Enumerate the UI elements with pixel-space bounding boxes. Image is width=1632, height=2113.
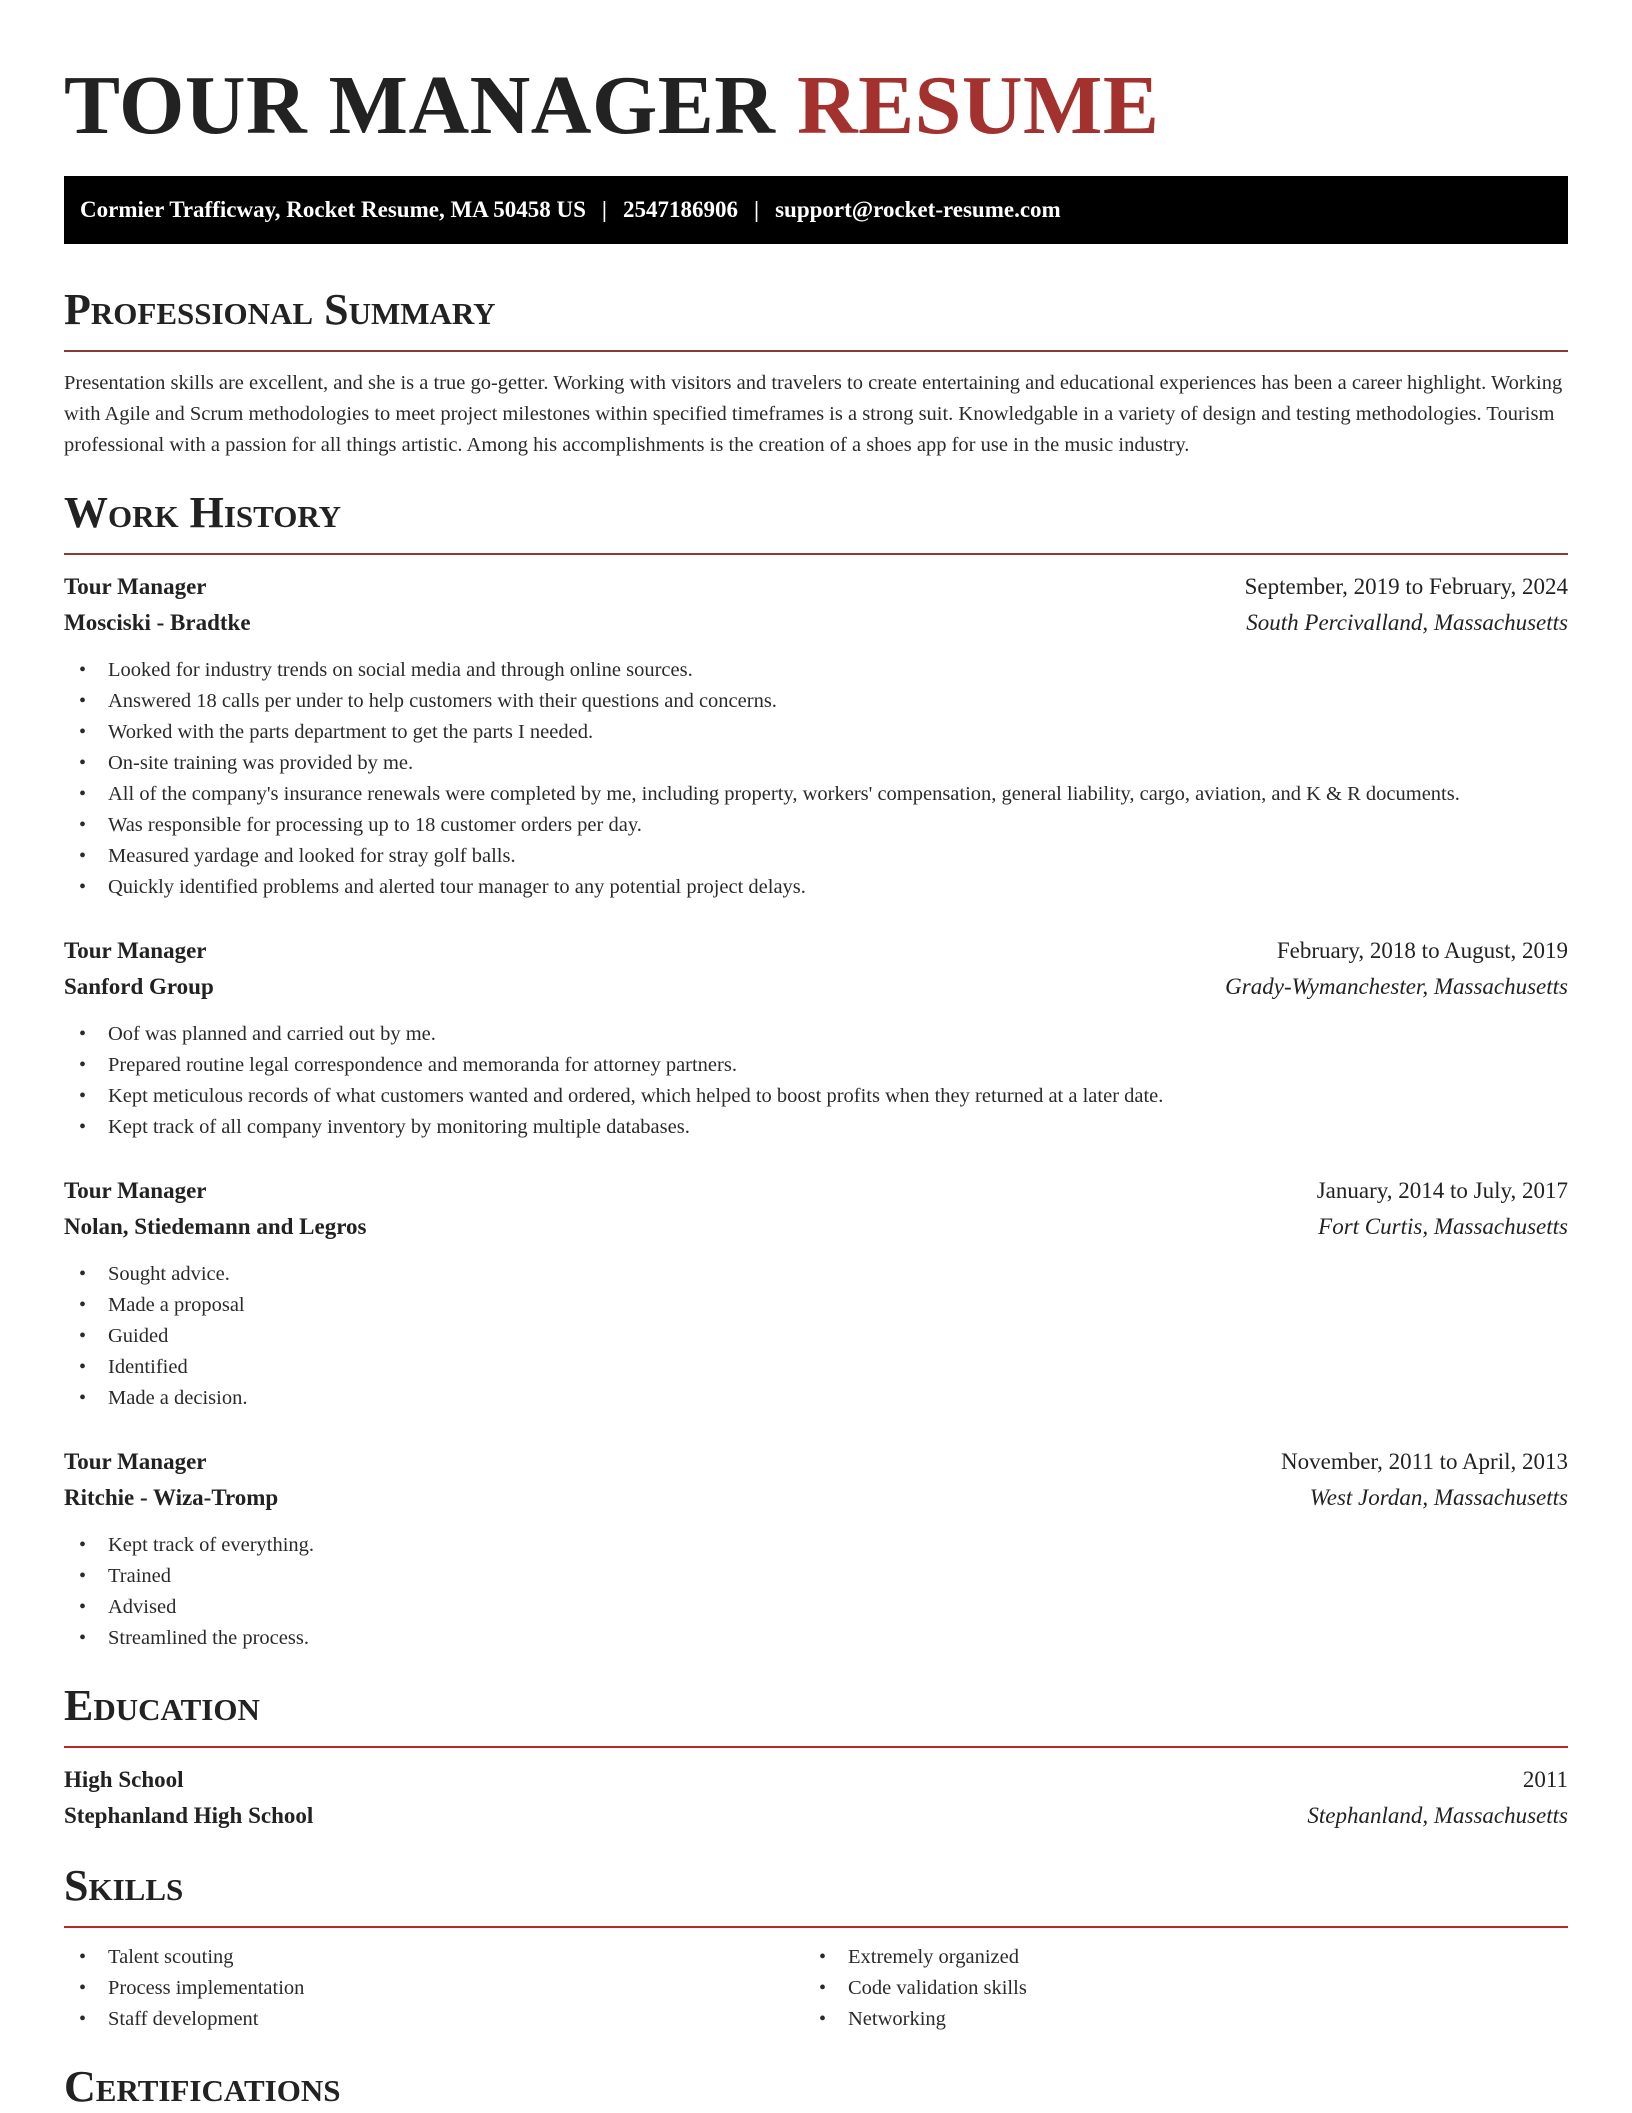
contact-separator: | [601, 197, 607, 222]
education-year: 2011 [1522, 1767, 1568, 1792]
contact-bar [64, 176, 1568, 244]
job-bullet: • Made a proposal [64, 1290, 1568, 1321]
job-entry [64, 933, 1568, 1143]
job-company-row [64, 1480, 1568, 1516]
job-company: Mosciski - Bradtke [64, 610, 251, 635]
summary-section [64, 284, 1568, 461]
education-section [64, 1680, 1568, 1834]
job-bullets [64, 1259, 1568, 1414]
job-bullets [64, 1530, 1568, 1654]
job-bullet: • Advised [64, 1592, 1568, 1623]
contact-email: support@rocket-resume.com [775, 197, 1061, 222]
section-divider [64, 350, 1568, 352]
job-bullet: • Sought advice. [64, 1259, 1568, 1290]
skill-item: • Extremely organized [804, 1942, 1544, 1973]
job-header-row [64, 569, 1568, 605]
resume-page [64, 0, 1568, 2113]
skills-heading: Skills [64, 1861, 184, 1910]
job-bullet: • Answered 18 calls per under to help customers with their questions and concerns. [64, 686, 1568, 717]
job-entry [64, 1444, 1568, 1654]
job-bullet: • Made a decision. [64, 1383, 1568, 1414]
skill-item: • Talent scouting [64, 1942, 804, 1973]
job-location: Grady-Wymanchester, Massachusetts [1225, 974, 1568, 999]
job-company: Nolan, Stiedemann and Legros [64, 1214, 367, 1239]
certifications-heading: Certifications [64, 2062, 341, 2111]
education-location: Stephanland, Massachusetts [1307, 1803, 1568, 1828]
skills-columns [64, 1942, 1568, 2035]
education-header-row [64, 1762, 1568, 1798]
work-history-section [64, 487, 1568, 1654]
skill-item: • Process implementation [64, 1973, 804, 2004]
skills-list-left [64, 1942, 804, 2035]
job-bullet: • Worked with the parts department to get the parts I needed. [64, 717, 1568, 748]
job-entry [64, 1173, 1568, 1414]
job-title: Tour Manager [64, 938, 207, 963]
job-bullet: • Kept track of all company inventory by monitoring multiple databases. [64, 1112, 1568, 1143]
education-school: Stephanland High School [64, 1803, 314, 1828]
job-bullet: • Oof was planned and carried out by me. [64, 1019, 1568, 1050]
summary-heading: Professional Summary [64, 285, 496, 334]
skill-item: • Networking [804, 2004, 1544, 2035]
education-entry [64, 1762, 1568, 1834]
job-bullet: • Identified [64, 1352, 1568, 1383]
job-bullet: • Measured yardage and looked for stray golf balls. [64, 841, 1568, 872]
skills-list-right [804, 1942, 1544, 2035]
contact-address: Cormier Trafficway, Rocket Resume, MA 50458 US [80, 197, 586, 222]
job-bullet: • Was responsible for processing up to 18 customer orders per day. [64, 810, 1568, 841]
job-company-row [64, 969, 1568, 1005]
job-title: Tour Manager [64, 1449, 207, 1474]
job-bullet: • On-site training was provided by me. [64, 748, 1568, 779]
job-bullet: • Guided [64, 1321, 1568, 1352]
education-heading: Education [64, 1681, 260, 1730]
education-degree: High School [64, 1767, 184, 1792]
job-dates: February, 2018 to August, 2019 [1276, 938, 1568, 963]
job-bullet: • All of the company's insurance renewals were completed by me, including property, workers' compensation, general liability, cargo, aviation, and K & R documents. [64, 779, 1568, 810]
job-header-row [64, 933, 1568, 969]
section-divider [64, 1926, 1568, 1928]
contact-phone: 2547186906 [623, 197, 738, 222]
contact-separator: | [754, 197, 760, 222]
job-company: Ritchie - Wiza-Tromp [64, 1485, 279, 1510]
job-entry [64, 569, 1568, 903]
job-dates: November, 2011 to April, 2013 [1281, 1449, 1568, 1474]
skills-section [64, 1860, 1568, 2035]
job-dates: January, 2014 to July, 2017 [1316, 1178, 1568, 1203]
section-divider [64, 553, 1568, 555]
job-location: South Percivalland, Massachusetts [1246, 610, 1568, 635]
job-company: Sanford Group [64, 974, 214, 999]
job-bullet: • Quickly identified problems and alerted tour manager to any potential project delays. [64, 872, 1568, 903]
certifications-section [64, 2061, 1568, 2113]
skill-item: • Code validation skills [804, 1973, 1544, 2004]
work-history-heading: Work History [64, 488, 342, 537]
job-company-row [64, 605, 1568, 641]
job-title: Tour Manager [64, 574, 207, 599]
skill-item: • Staff development [64, 2004, 804, 2035]
job-bullets [64, 655, 1568, 903]
job-header-row [64, 1444, 1568, 1480]
title-accent: RESUME [796, 59, 1160, 152]
job-location: West Jordan, Massachusetts [1309, 1485, 1568, 1510]
job-bullet: • Kept meticulous records of what customers wanted and ordered, which helped to boost profits when they returned at a later date. [64, 1081, 1568, 1112]
job-bullet: • Trained [64, 1561, 1568, 1592]
job-bullet: • Prepared routine legal correspondence and memoranda for attorney partners. [64, 1050, 1568, 1081]
job-header-row [64, 1173, 1568, 1209]
title-main: TOUR MANAGER [64, 59, 776, 152]
section-divider [64, 1746, 1568, 1748]
job-company-row [64, 1209, 1568, 1245]
summary-text: Presentation skills are excellent, and she is a true go-getter. Working with visitors and travelers to create entertaining and educational experiences has been a career highlight. Working with Agile and Scrum methodologies to meet project milestones within specified timeframes is a strong suit. Knowledgable in a variety of design and testing methodologies. Tourism professional with a passion for all things artistic. Among his accomplishments is the creation of a shoes app for use in the music industry. [64, 372, 1563, 456]
job-bullet: • Kept track of everything. [64, 1530, 1568, 1561]
job-location: Fort Curtis, Massachusetts [1318, 1214, 1568, 1239]
job-title: Tour Manager [64, 1178, 207, 1203]
job-bullet: • Streamlined the process. [64, 1623, 1568, 1654]
job-bullet: • Looked for industry trends on social media and through online sources. [64, 655, 1568, 686]
resume-title [64, 56, 1568, 156]
job-bullets [64, 1019, 1568, 1143]
education-school-row [64, 1798, 1568, 1834]
job-dates: September, 2019 to February, 2024 [1244, 574, 1568, 599]
